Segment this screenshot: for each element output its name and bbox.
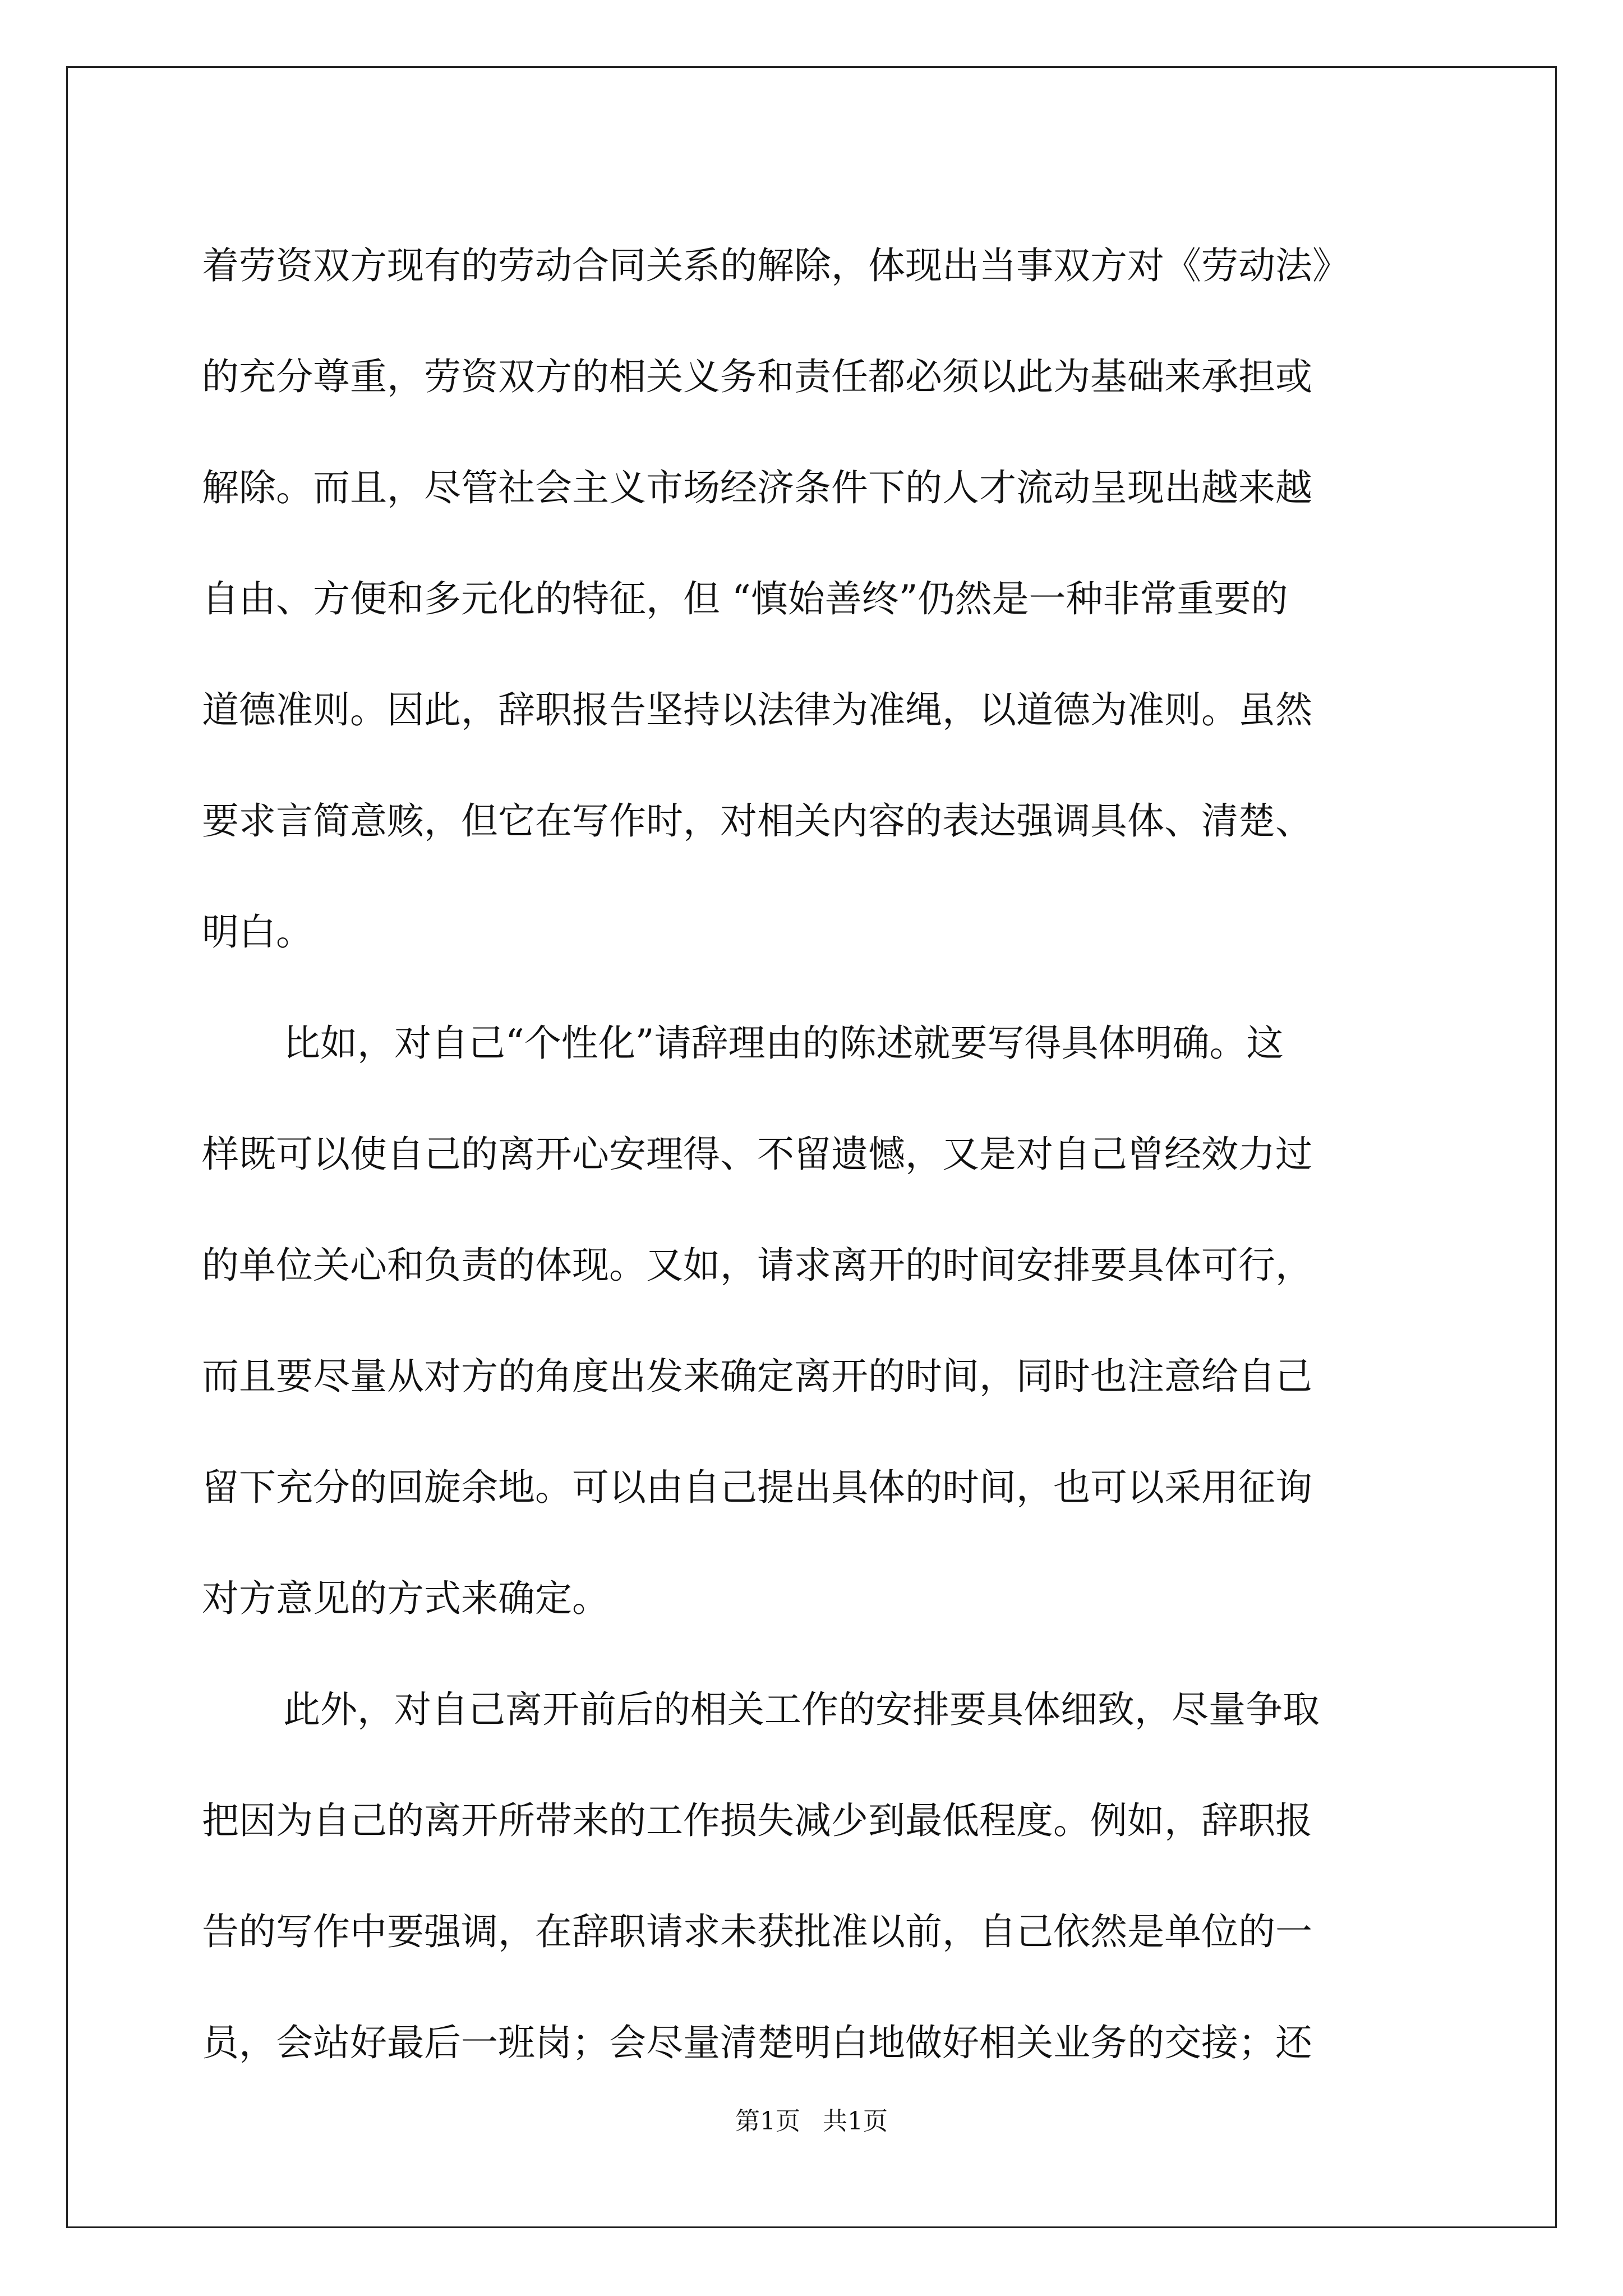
text-line: 明白。 [202,910,313,954]
text-line: 着劳资双方现有的劳动合同关系的解除，体现出当事双方对《劳动法》 [202,244,1349,287]
text-line: 要求言简意赅，但它在写作时，对相关内容的表达强调具体、清楚、 [202,799,1312,843]
text-line: 员，会站好最后一班岗；会尽量清楚明白地做好相关业务的交接；还 [202,2021,1312,2064]
page-footer [0,2105,1623,2138]
text-line: 自由、方便和多元化的特征，但 “慎始善终”仍然是一种非常重要的 [202,577,1288,620]
page-number: 第1页 [735,2107,800,2136]
paragraph-start-line: 比如，对自己“个性化”请辞理由的陈述就要写得具体明确。这 [283,1022,1284,1065]
text-line: 的单位关心和负责的体现。又如，请求离开的时间安排要具体可行， [202,1244,1312,1287]
text-line: 对方意见的方式来确定。 [202,1577,609,1620]
text-line: 解除。而且，尽管社会主义市场经济条件下的人才流动呈现出越来越 [202,466,1312,509]
text-line: 留下充分的回旋余地。可以由自己提出具体的时间，也可以采用征询 [202,1466,1312,1509]
page-total: 共1页 [823,2107,888,2136]
text-line: 把因为自己的离开所带来的工作损失减少到最低程度。例如，辞职报 [202,1799,1312,1842]
document-body [202,210,1436,2099]
text-line: 而且要尽量从对方的角度出发来确定离开的时间，同时也注意给自己 [202,1355,1312,1398]
paragraph-start-line: 此外，对自己离开前后的相关工作的安排要具体细致，尽量争取 [283,1688,1320,1731]
text-line: 道德准则。因此，辞职报告坚持以法律为准绳，以道德为准则。虽然 [202,688,1312,731]
text-line: 的充分尊重，劳资双方的相关义务和责任都必须以此为基础来承担或 [202,355,1312,398]
text-line: 样既可以使自己的离开心安理得、不留遗憾，又是对自己曾经效力过 [202,1133,1312,1176]
text-line: 告的写作中要强调，在辞职请求未获批准以前，自己依然是单位的一 [202,1910,1312,1953]
